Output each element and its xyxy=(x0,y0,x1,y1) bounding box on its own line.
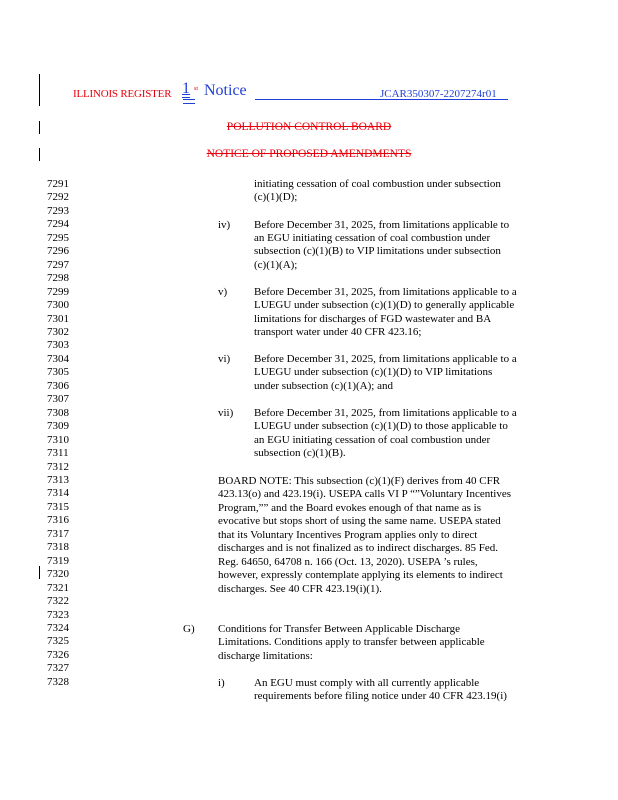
line-number: 7314 xyxy=(47,487,69,500)
text-line: subsection (c)(1)(B) to VIP limitations under subsection xyxy=(254,245,501,258)
text-line: (c)(1)(A); xyxy=(254,258,298,271)
line-number: 7303 xyxy=(47,339,69,352)
line-number: 7307 xyxy=(47,393,69,406)
text-line: BOARD NOTE: This subsection (c)(1)(F) derives from 40 CFR xyxy=(218,475,501,487)
register-title: ILLINOIS REGISTER xyxy=(73,88,172,100)
text-line: Before December 31, 2025, from limitations applicable to xyxy=(254,218,510,231)
line-number: 7320 xyxy=(47,568,69,581)
line-number: 7327 xyxy=(47,662,69,675)
item-v-text xyxy=(254,286,517,340)
line-number: 7301 xyxy=(47,312,69,325)
text-line: under subsection (c)(1)(A); and xyxy=(254,379,393,392)
line-number: 7294 xyxy=(47,218,69,231)
text-line: Before December 31, 2025, from limitations applicable to a xyxy=(254,353,517,365)
line-number: 7322 xyxy=(47,595,69,608)
issue-number: 1 xyxy=(182,80,190,97)
item-vi-text xyxy=(254,353,517,393)
line-number: 7326 xyxy=(47,648,69,661)
text-line: limitations for discharges of FGD wastewater and BA xyxy=(254,312,492,325)
text-line: discharges and is not finalized as to indirect discharges. 85 Fed. xyxy=(218,542,499,555)
text-line: An EGU must comply with all currently applicable xyxy=(254,677,480,689)
line-number: 7316 xyxy=(47,514,69,527)
text-line: 423.13(o) and 423.19(i). USEPA calls VI P “”Voluntary Incentives xyxy=(218,488,511,501)
line-number: 7310 xyxy=(47,433,69,446)
line-number: 7319 xyxy=(47,554,69,567)
text-line: initiating cessation of coal combustion under subsection xyxy=(254,178,501,190)
line-number: 7324 xyxy=(47,621,69,634)
line-number: 7321 xyxy=(47,581,69,594)
text-line: Program,”” and the Board evokes enough of that name as is xyxy=(218,501,482,514)
text-line: Limitations. Conditions apply to transfer between applicable xyxy=(218,636,485,649)
line-number: 7328 xyxy=(47,675,69,688)
text-line: Before December 31, 2025, from limitations applicable to a xyxy=(254,286,517,298)
revision-bar xyxy=(39,566,40,579)
line-number: 7291 xyxy=(47,178,69,190)
line-number: 7308 xyxy=(47,406,69,419)
line-number: 7305 xyxy=(47,366,69,379)
issue-superscript: st xyxy=(194,86,199,92)
text-line: an EGU initiating cessation of coal combustion under xyxy=(254,231,491,244)
board-note xyxy=(218,475,511,596)
text-line: requirements before filing notice under 40 CFR 423.19(i) xyxy=(254,690,507,703)
text-line: LUEGU under subsection (c)(1)(D) to those applicable to xyxy=(254,420,508,433)
text-line: transport water under 40 CFR 423.16; xyxy=(254,326,422,339)
line-number: 7313 xyxy=(47,473,69,486)
line-number: 7293 xyxy=(47,204,69,217)
text-line: LUEGU under subsection (c)(1)(D) to VIP limitations xyxy=(254,366,493,379)
text-line: Reg. 64650, 64708 n. 166 (Oct. 13, 2020). USEPA ’s rules, xyxy=(218,555,478,568)
item-label: G) xyxy=(183,623,195,635)
line-number: 7325 xyxy=(47,635,69,648)
text-line: subsection (c)(1)(B). xyxy=(254,447,346,460)
text-line: however, expressly contemplate applying its elements to indirect xyxy=(218,569,503,582)
item-label: iv) xyxy=(218,218,231,231)
text-line: LUEGU under subsection (c)(1)(D) to generally applicable xyxy=(254,299,515,312)
jcar-code: JCAR350307-2207274r01 xyxy=(380,88,497,100)
header-underline xyxy=(183,99,195,100)
line-number: 7323 xyxy=(47,608,69,621)
text-line: evocative but stops short of using the same name. USEPA stated xyxy=(218,515,501,528)
item-label: v) xyxy=(218,286,228,298)
header-underline xyxy=(183,103,195,104)
line-number: 7292 xyxy=(47,191,69,204)
text-line: Conditions for Transfer Between Applicable Discharge xyxy=(218,623,461,635)
notice-type-title: NOTICE OF PROPOSED AMENDMENTS xyxy=(206,148,412,160)
line-number: 7309 xyxy=(47,420,69,433)
item-label: vi) xyxy=(218,353,231,365)
line-number: 7297 xyxy=(47,258,69,271)
item-vii-text xyxy=(254,407,517,461)
item-label: i) xyxy=(218,677,225,689)
text-line: an EGU initiating cessation of coal combustion under xyxy=(254,433,491,446)
agency-title: POLLUTION CONTROL BOARD xyxy=(226,121,392,133)
line-number: 7296 xyxy=(47,245,69,258)
line-number: 7299 xyxy=(47,285,69,298)
line-number: 7306 xyxy=(47,379,69,392)
text-line: discharges. See 40 CFR 423.19(i)(1). xyxy=(218,582,382,595)
line-number: 7304 xyxy=(47,352,69,365)
line-number-column xyxy=(47,178,69,689)
line-number: 7302 xyxy=(47,325,69,338)
line-number: 7300 xyxy=(47,299,69,312)
line-number: 7315 xyxy=(47,500,69,513)
continuation-text xyxy=(254,178,501,205)
line-number: 7311 xyxy=(47,447,69,460)
item-g-text xyxy=(218,623,485,663)
line-number: 7298 xyxy=(47,272,69,285)
item-label: vii) xyxy=(218,407,234,419)
text-line: Before December 31, 2025, from limitations applicable to a xyxy=(254,407,517,419)
notice-label: Notice xyxy=(204,82,247,99)
text-line: (c)(1)(D); xyxy=(254,191,298,204)
line-number: 7295 xyxy=(47,231,69,244)
line-number: 7317 xyxy=(47,527,69,540)
line-number: 7318 xyxy=(47,541,69,554)
text-line: discharge limitations: xyxy=(218,649,313,662)
line-number: 7312 xyxy=(47,460,69,473)
text-line: that its Voluntary Incentives Program applies only to direct xyxy=(218,528,478,541)
revision-bar xyxy=(39,74,40,106)
item-i-text xyxy=(254,677,507,704)
item-iv-text xyxy=(254,219,509,273)
